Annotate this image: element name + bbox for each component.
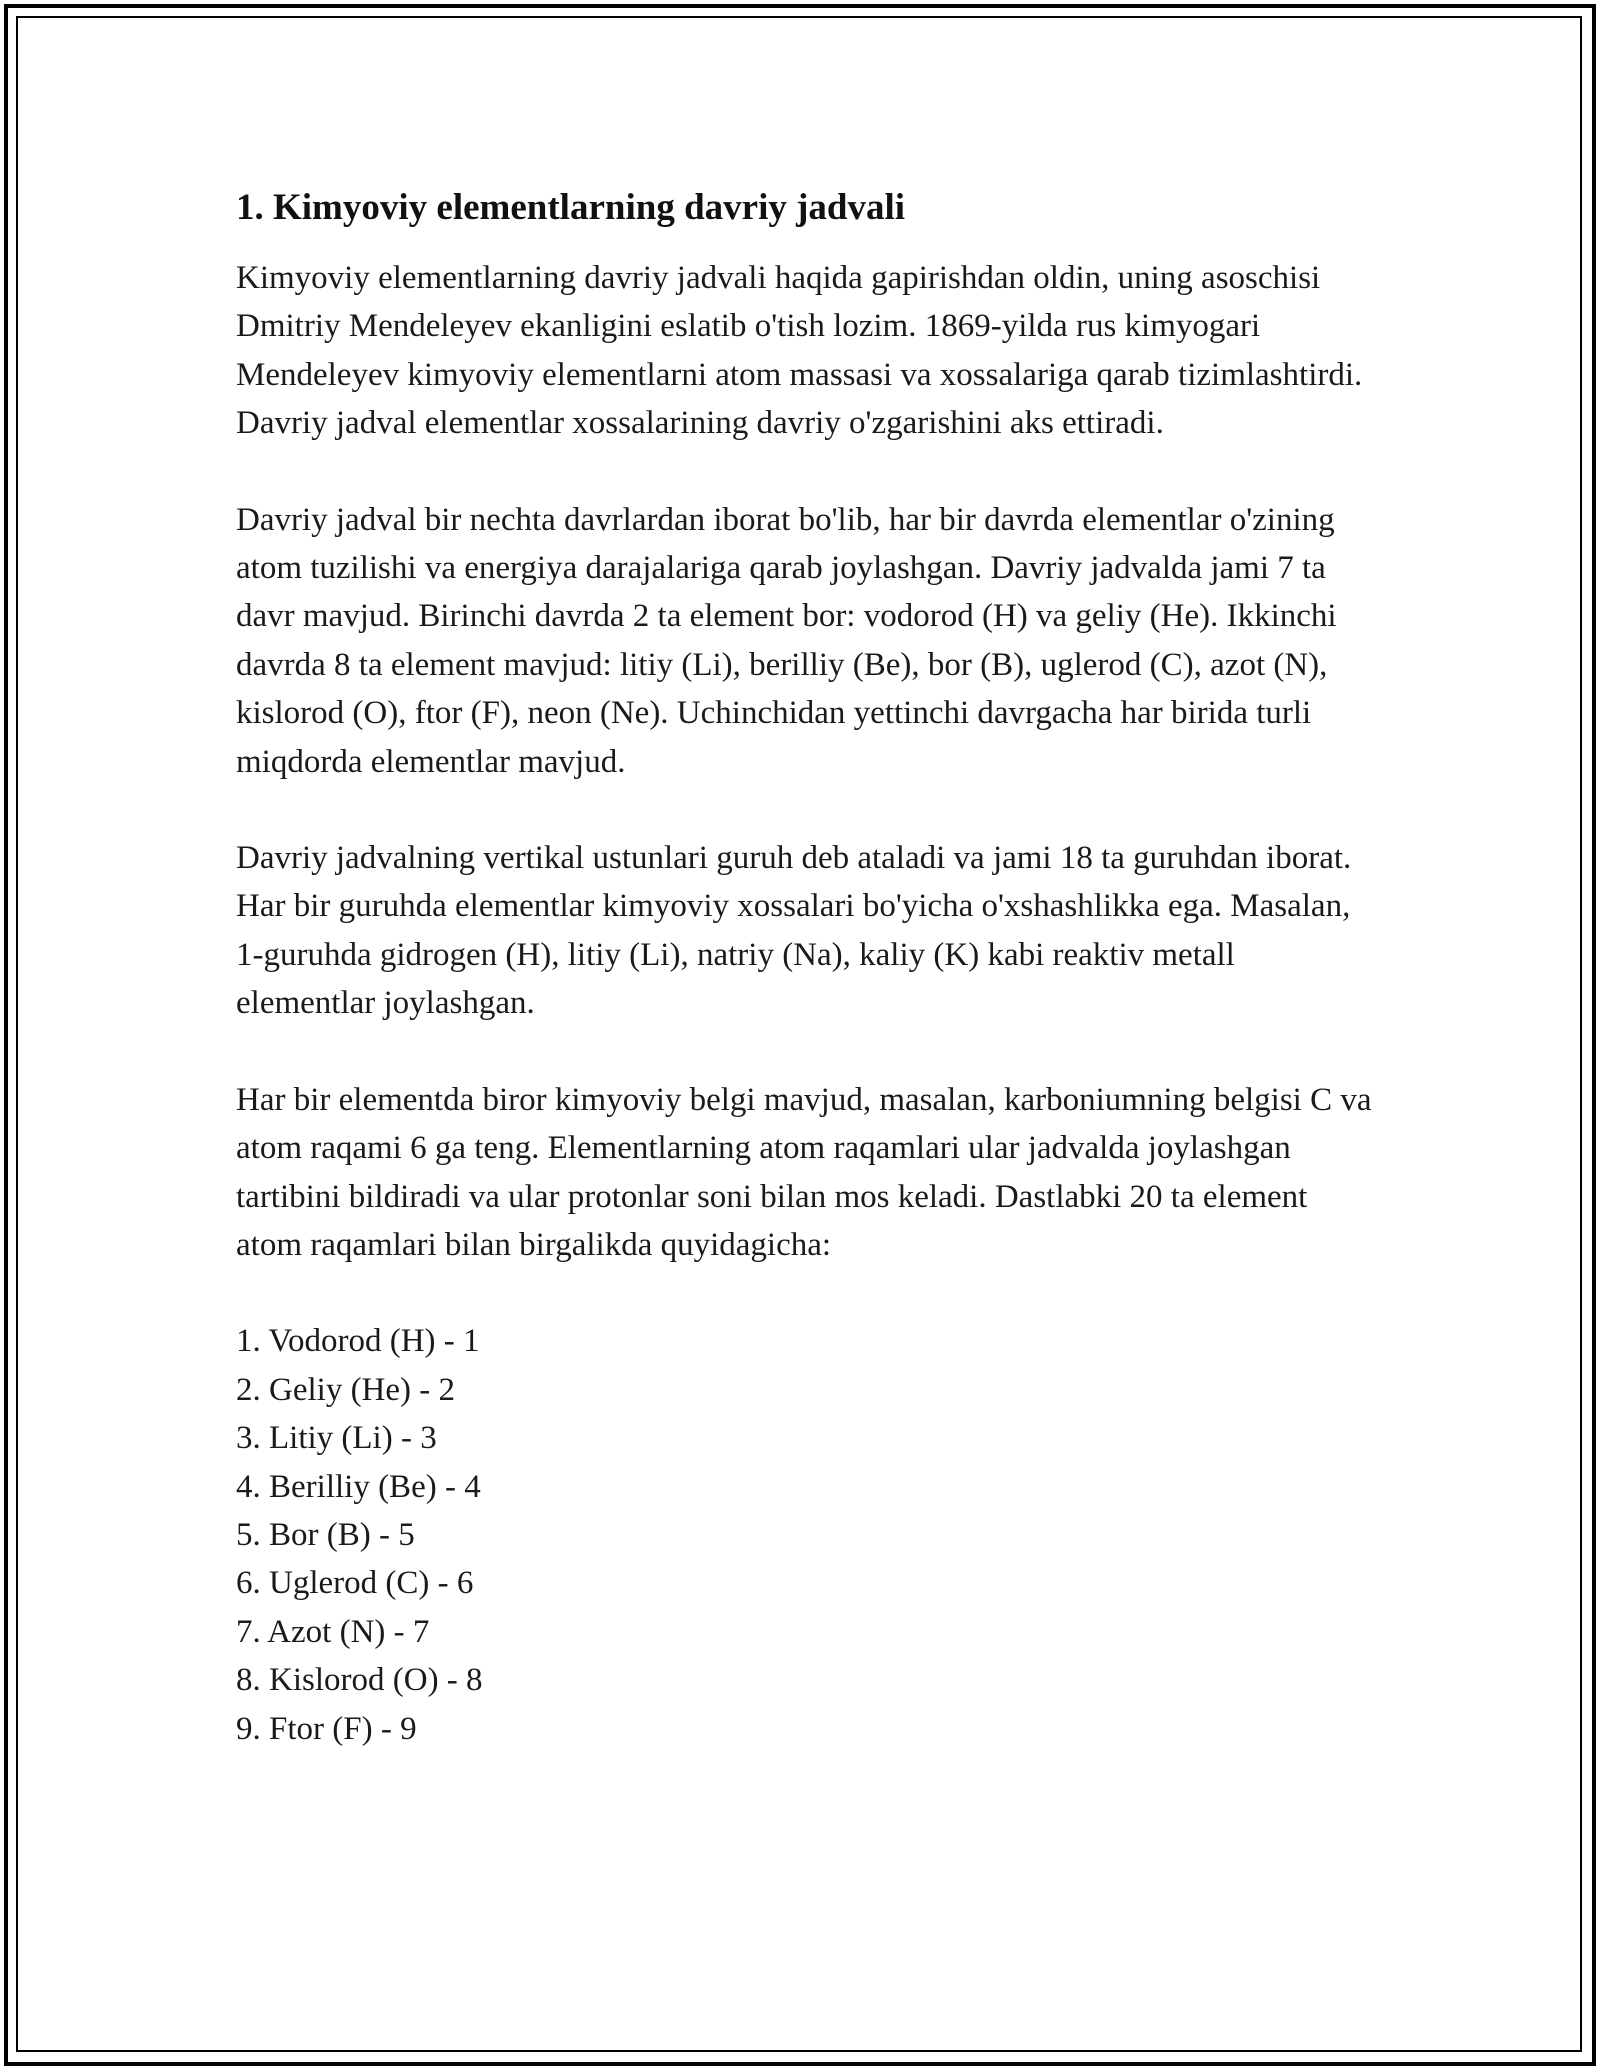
list-item: 3. Litiy (Li) - 3 — [236, 1420, 437, 1457]
list-item: 4. Berilliy (Be) - 4 — [236, 1468, 481, 1505]
document-body — [236, 184, 1376, 1753]
paragraph-symbols: Har bir elementda biror kimyoviy belgi mavjud, masalan, karboniumning belgisi C va atom raqami 6 ga teng. Elementlarning atom raqamlari ular jadvalda joylashgan tartibini bildiradi va ular protonlar soni bilan mos keladi. Dastlabki 20 ta element atom raqamlari bilan birgalikda quyidagicha: — [236, 1081, 1372, 1263]
section-heading: 1. Kimyoviy elementlarning davriy jadvali — [236, 187, 906, 228]
paragraph-periods: Davriy jadval bir nechta davrlardan iborat bo'lib, har bir davrda elementlar o'zining atom tuzilishi va energiya darajalariga qarab joylashgan. Davriy jadvalda jami 7 ta davr mavjud. Birinchi davrda 2 ta element bor: vodorod (H) va geliy (He). Ikkinchi davrda 8 ta element mavjud: litiy (Li), berilliy (Be), bor (B), uglerod (C), azot (N), kislorod (O), ftor (F), neon (Ne). Uchinchidan yettinchi davrgacha har birida turli miqdorda elementlar mavjud. — [236, 501, 1337, 780]
list-item: 2. Geliy (He) - 2 — [236, 1371, 456, 1408]
list-item: 1. Vodorod (H) - 1 — [236, 1323, 480, 1360]
list-item: 5. Bor (B) - 5 — [236, 1516, 415, 1553]
element-list — [236, 1317, 1376, 1753]
list-item: 6. Uglerod (C) - 6 — [236, 1565, 474, 1602]
list-item: 8. Kislorod (O) - 8 — [236, 1662, 483, 1699]
paragraph-groups: Davriy jadvalning vertikal ustunlari guruh deb ataladi va jami 18 ta guruhdan iborat. Har bir guruhda elementlar kimyoviy xossalari bo'yicha o'xshashlikka ega. Masalan, 1-guruhda gidrogen (H), litiy (Li), natriy (Na), kaliy (K) kabi reaktiv metall elementlar joylashgan. — [236, 840, 1352, 1022]
paragraph-intro: Kimyoviy elementlarning davriy jadvali haqida gapirishdan oldin, uning asoschisi Dmitriy Mendeleyev ekanligini eslatib o'tish lozim. 1869-yilda rus kimyogari Mendeleyev kimyoviy elementlarni atom massasi va xossalariga qarab tizimlashtirdi. Davriy jadval elementlar xossalarining davriy o'zgarishini aks ettiradi. — [236, 260, 1363, 442]
list-item: 7. Azot (N) - 7 — [236, 1613, 430, 1650]
list-item: 9. Ftor (F) - 9 — [236, 1710, 417, 1747]
